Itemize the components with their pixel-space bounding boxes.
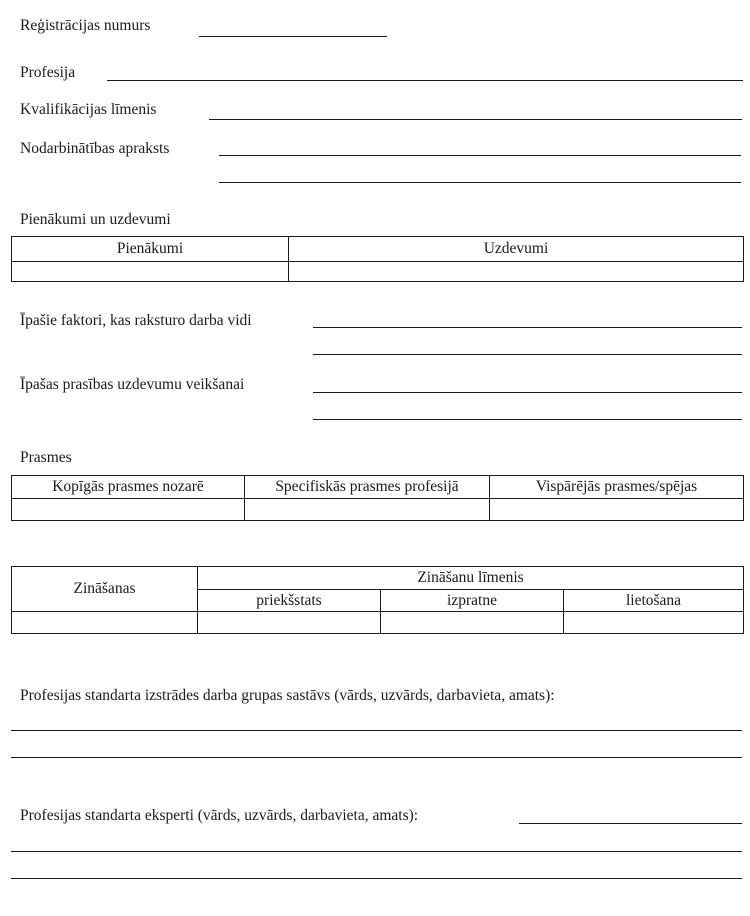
skills-table bbox=[11, 475, 744, 521]
knowledge-header: Zināšanas bbox=[12, 567, 198, 612]
special-factors-field-1[interactable] bbox=[313, 327, 742, 328]
qualification-level-field[interactable] bbox=[209, 119, 742, 120]
special-requirements-label: Īpašas prasības uzdevumu veikšanai bbox=[20, 376, 245, 393]
duties-table bbox=[11, 236, 744, 282]
application-header: lietošana bbox=[564, 590, 744, 612]
special-factors-label: Īpašie faktori, kas raksturo darba vidi bbox=[20, 312, 252, 329]
occupation-description-field-1[interactable] bbox=[219, 155, 741, 156]
tasks-column-header: Uzdevumi bbox=[289, 237, 744, 262]
profession-field[interactable] bbox=[107, 80, 743, 81]
tasks-cell[interactable] bbox=[289, 262, 744, 282]
special-requirements-field-1[interactable] bbox=[313, 392, 742, 393]
notion-cell[interactable] bbox=[198, 612, 381, 634]
special-requirements-field-2[interactable] bbox=[313, 419, 742, 420]
understanding-header: izpratne bbox=[381, 590, 564, 612]
experts-label: Profesijas standarta eksperti (vārds, uzvārds, darbavieta, amats): bbox=[20, 807, 419, 824]
duties-column-header: Pienākumi bbox=[12, 237, 289, 262]
understanding-cell[interactable] bbox=[381, 612, 564, 634]
experts-field-2[interactable] bbox=[11, 851, 742, 852]
experts-field-1[interactable] bbox=[519, 823, 742, 824]
qualification-level-label: Kvalifikācijas līmenis bbox=[20, 101, 157, 118]
notion-header: priekšstats bbox=[198, 590, 381, 612]
registration-number-field[interactable] bbox=[199, 36, 387, 37]
knowledge-table bbox=[11, 566, 744, 634]
duties-heading: Pienākumi un uzdevumi bbox=[20, 211, 171, 228]
specific-skills-cell[interactable] bbox=[245, 499, 490, 521]
common-skills-cell[interactable] bbox=[12, 499, 245, 521]
profession-label: Profesija bbox=[20, 64, 76, 81]
occupation-description-label: Nodarbinātības apraksts bbox=[20, 140, 170, 157]
special-factors-field-2[interactable] bbox=[313, 354, 742, 355]
common-skills-header: Kopīgās prasmes nozarē bbox=[12, 476, 245, 499]
knowledge-level-header: Zināšanu līmenis bbox=[198, 567, 744, 590]
general-skills-cell[interactable] bbox=[490, 499, 744, 521]
knowledge-cell[interactable] bbox=[12, 612, 198, 634]
working-group-field-1[interactable] bbox=[11, 730, 742, 731]
general-skills-header: Vispārējās prasmes/spējas bbox=[490, 476, 744, 499]
working-group-field-2[interactable] bbox=[11, 757, 742, 758]
specific-skills-header: Specifiskās prasmes profesijā bbox=[245, 476, 490, 499]
experts-field-3[interactable] bbox=[11, 878, 742, 879]
occupation-description-field-2[interactable] bbox=[219, 182, 741, 183]
skills-heading: Prasmes bbox=[20, 449, 72, 466]
application-cell[interactable] bbox=[564, 612, 744, 634]
registration-number-label: Reģistrācijas numurs bbox=[20, 17, 151, 34]
working-group-label: Profesijas standarta izstrādes darba grupas sastāvs (vārds, uzvārds, darbavieta, amats): bbox=[20, 687, 555, 704]
duties-cell[interactable] bbox=[12, 262, 289, 282]
